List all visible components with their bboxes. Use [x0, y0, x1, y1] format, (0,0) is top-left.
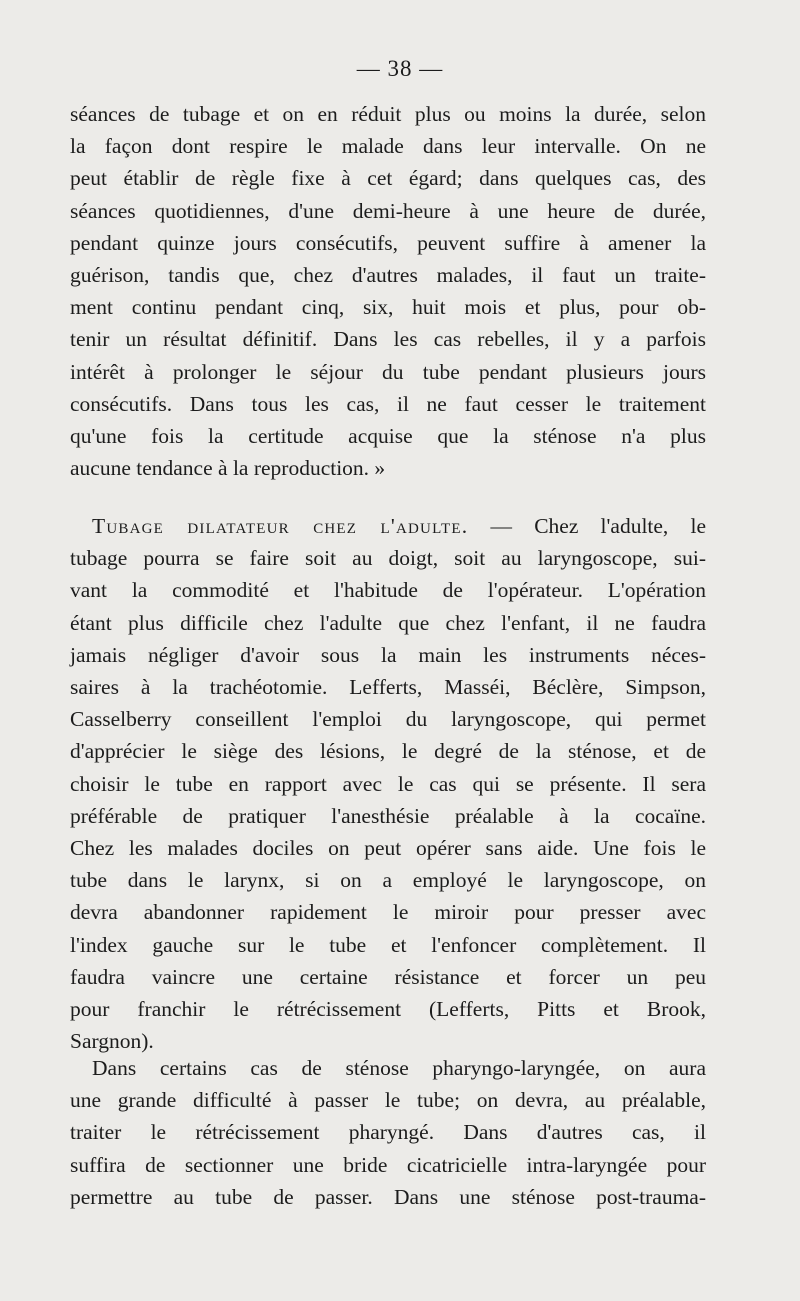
text-line: suffira de sectionner une bride cicatricielle intra-laryngée pour — [70, 1152, 706, 1177]
text-line: Casselberry conseillent l'emploi du laryngoscope, qui permet — [70, 707, 706, 732]
text-line: tenir un résultat définitif. Dans les cas rebelles, il y a parfois — [70, 327, 706, 352]
text-line: la façon dont respire le malade dans leur intervalle. On ne — [70, 134, 706, 159]
text-line: qu'une fois la certitude acquise que la sténose n'a plus — [70, 424, 706, 449]
text-line: choisir le tube en rapport avec le cas qui se présente. Il sera — [70, 771, 706, 796]
text-line: devra abandonner rapidement le miroir pour presser avec — [70, 900, 706, 925]
text-line: peut établir de règle fixe à cet égard; dans quelques cas, des — [70, 166, 706, 191]
text-line: guérison, tandis que, chez d'autres malades, il faut un traite- — [70, 263, 706, 288]
text-line — [70, 510, 706, 542]
text-line: pendant quinze jours consécutifs, peuvent suffire à amener la — [70, 230, 706, 255]
section-heading: Tubage dilatateur chez l'adulte. — [92, 514, 469, 538]
text-line: une grande difficulté à passer le tube; on devra, au préalable, — [70, 1088, 706, 1113]
text-line: étant plus difficile chez l'adulte que chez l'enfant, il ne faudra — [70, 610, 706, 635]
text-line: préférable de pratiquer l'anesthésie préalable à la cocaïne. — [70, 803, 706, 828]
heading-continuation: — Chez l'adulte, le — [468, 514, 706, 538]
text-line: tubage pourra se faire soit au doigt, soit au laryngoscope, sui- — [70, 546, 706, 571]
text-line: pour franchir le rétrécissement (Lefferts, Pitts et Brook, — [70, 997, 706, 1022]
paragraph-2 — [70, 510, 706, 1057]
text-line: saires à la trachéotomie. Lefferts, Masséi, Béclère, Simpson, — [70, 675, 706, 700]
text-line: faudra vaincre une certaine résistance et forcer un peu — [70, 964, 706, 989]
text-line: Chez les malades dociles on peut opérer sans aide. Une fois le — [70, 836, 706, 861]
text-line: aucune tendance à la reproduction. » — [70, 456, 386, 481]
text-line: vant la commodité et l'habitude de l'opérateur. L'opération — [70, 578, 706, 603]
page-number: — 38 — — [356, 56, 444, 81]
text-line: tube dans le larynx, si on a employé le laryngoscope, on — [70, 868, 706, 893]
text-line: jamais négliger d'avoir sous la main les instruments néces- — [70, 642, 706, 667]
text-line: ment continu pendant cinq, six, huit mois et plus, pour ob- — [70, 295, 706, 320]
text-line: séances de tubage et on en réduit plus ou moins la durée, selon — [70, 102, 706, 126]
paragraph-3 — [70, 1052, 706, 1213]
text-line: Dans certains cas de sténose pharyngo-laryngée, on aura — [92, 1056, 706, 1080]
text-line: d'apprécier le siège des lésions, le degré de la sténose, et de — [70, 739, 706, 764]
text-line: l'index gauche sur le tube et l'enfoncer complètement. Il — [70, 932, 706, 957]
text-line: séances quotidiennes, d'une demi-heure à une heure de durée, — [70, 198, 706, 223]
text-line: consécutifs. Dans tous les cas, il ne faut cesser le traitement — [70, 391, 706, 416]
paragraph-1 — [70, 98, 706, 484]
text-line: permettre au tube de passer. Dans une sténose post-trauma- — [70, 1184, 706, 1209]
text-line: intérêt à prolonger le séjour du tube pendant plusieurs jours — [70, 359, 706, 384]
text-line: Sargnon). — [70, 1029, 154, 1054]
text-line: traiter le rétrécissement pharyngé. Dans d'autres cas, il — [70, 1120, 706, 1145]
